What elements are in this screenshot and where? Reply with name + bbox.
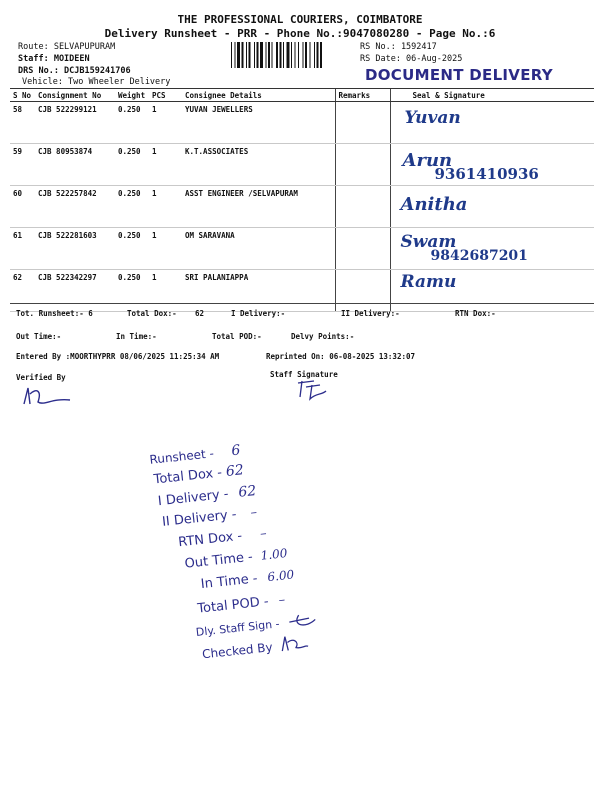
route-label: Route: SELVAPUPURAM (18, 42, 116, 52)
tot-runsheet: Tot. Runsheet:- 6 (16, 309, 93, 318)
handwritten-signature: Ramu (400, 272, 457, 292)
rtn-dox-label: RTN Dox:- (455, 309, 496, 318)
table-header-row (10, 89, 594, 102)
row-consignment: CJB 522257842 (35, 186, 115, 228)
row-weight: 0.250 (115, 270, 149, 312)
row-weight: 0.250 (115, 144, 149, 186)
stamp-total-dox-label: Total Dox - (152, 465, 223, 488)
vehicle-label: Vehicle: Two Wheeler Delivery (22, 77, 171, 87)
row-sno: 62 (10, 270, 35, 312)
stamp-in-time-label: In Time - (200, 571, 259, 593)
row-remarks (335, 102, 390, 144)
row-pcs: 1 (149, 144, 182, 186)
col-remarks: Remarks (335, 89, 390, 102)
section-divider (10, 303, 594, 304)
table-row (10, 270, 594, 312)
row-remarks (335, 144, 390, 186)
row-pcs: 1 (149, 270, 182, 312)
row-pcs: 1 (149, 228, 182, 270)
stamp-total-pod-value: – (277, 592, 286, 609)
row-remarks (335, 270, 390, 312)
verified-by-label: Verified By (16, 373, 66, 382)
row-sno: 60 (10, 186, 35, 228)
reprinted-on: Reprinted On: 06-08-2025 13:32:07 (266, 352, 416, 361)
document-delivery-stamp: DOCUMENT DELIVERY (365, 66, 553, 84)
company-title: THE PROFESSIONAL COURIERS, COIMBATORE (177, 13, 423, 26)
handwritten-signature: Arun (402, 150, 453, 171)
row-weight: 0.250 (115, 186, 149, 228)
total-pod-label: Total POD:- (212, 332, 262, 341)
stamp-ii-delivery-value: – (249, 504, 258, 521)
handwritten-signature: Yuvan (404, 108, 461, 128)
row-signature-cell (390, 228, 594, 270)
col-sno: S No (10, 89, 35, 102)
col-pcs: PCS (149, 89, 182, 102)
stamp-rtn-dox-value: – (259, 526, 268, 542)
row-consignee: OM SARAVANA (182, 228, 335, 270)
stamp-out-time-value: 1.00 (260, 546, 289, 563)
rs-date: RS Date: 06-Aug-2025 (360, 54, 463, 64)
total-dox-label: Total Dox:- (127, 309, 177, 318)
col-consignee: Consignee Details (182, 89, 335, 102)
row-sno: 61 (10, 228, 35, 270)
entered-by: Entered By :MOORTHYPRR 08/06/2025 11:25:34 AM (16, 352, 220, 361)
table-row (10, 228, 594, 270)
row-consignee: ASST ENGINEER /SELVAPURAM (182, 186, 335, 228)
handwritten-phone: 9842687201 (430, 248, 528, 264)
in-time-label: In Time:- (116, 332, 157, 341)
table-row (10, 102, 594, 144)
row-consignee: K.T.ASSOCIATES (182, 144, 335, 186)
stamp-staff-sign-label: Dly. Staff Sign - (195, 617, 281, 639)
col-weight: Weight (115, 89, 149, 102)
handwritten-signature: Anitha (400, 194, 468, 215)
i-delivery-label: I Delivery:- (231, 309, 286, 318)
runsheet-table (10, 88, 594, 312)
stamp-rtn-dox-label: RTN Dox - (177, 528, 243, 551)
row-consignment: CJB 80953874 (35, 144, 115, 186)
row-consignee: SRI PALANIAPPA (182, 270, 335, 312)
barcode-icon (231, 42, 356, 68)
row-consignment: CJB 522281603 (35, 228, 115, 270)
col-consignment: Consignment No (35, 89, 115, 102)
row-signature-cell (390, 270, 594, 312)
stamp-staff-sign-icon (284, 609, 322, 633)
runsheet-subtitle: Delivery Runsheet - PRR - Phone No.:9047080280 - Page No.:6 (104, 27, 496, 40)
stamp-i-delivery-value: 62 (237, 482, 258, 501)
stamp-ii-delivery-label: II Delivery - (161, 507, 238, 530)
row-weight: 0.250 (115, 228, 149, 270)
staff-signature-label: Staff Signature (270, 370, 338, 379)
stamp-runsheet-label: Runsheet - (148, 446, 215, 467)
handwritten-signature: Swam (400, 232, 457, 252)
row-sno: 58 (10, 102, 35, 144)
table-row (10, 186, 594, 228)
staff-signature-icon (292, 377, 332, 401)
drs-number: DRS No.: DCJB159241706 (18, 66, 131, 76)
row-sno: 59 (10, 144, 35, 186)
row-consignment: CJB 522299121 (35, 102, 115, 144)
stamp-total-dox-value: 62 (225, 462, 245, 480)
table-row (10, 144, 594, 186)
stamp-total-pod-label: Total POD - (196, 594, 270, 617)
row-remarks (335, 186, 390, 228)
out-time-label: Out Time:- (16, 332, 62, 341)
row-pcs: 1 (149, 102, 182, 144)
handwritten-phone: 9361410936 (434, 165, 539, 183)
stamp-checked-by-label: Checked By (201, 640, 274, 662)
row-weight: 0.250 (115, 102, 149, 144)
row-signature-cell (390, 186, 594, 228)
row-signature-cell (390, 102, 594, 144)
stamp-checked-by-signature-icon (274, 630, 310, 655)
row-consignee: YUVAN JEWELLERS (182, 102, 335, 144)
stamp-runsheet-value: 6 (230, 442, 242, 460)
runsheet-stamp-block (128, 431, 331, 679)
verified-signature-icon (18, 384, 78, 410)
stamp-in-time-value: 6.00 (266, 567, 295, 585)
ii-delivery-label: II Delivery:- (341, 309, 400, 318)
col-signature: Seal & Signature (390, 89, 594, 102)
staff-label: Staff: MOIDEEN (18, 54, 90, 64)
row-signature-cell (390, 144, 594, 186)
stamp-out-time-label: Out Time - (183, 549, 254, 572)
row-pcs: 1 (149, 186, 182, 228)
stamp-i-delivery-label: I Delivery - (157, 486, 230, 510)
row-consignment: CJB 522342297 (35, 270, 115, 312)
row-remarks (335, 228, 390, 270)
rs-number: RS No.: 1592417 (360, 42, 437, 52)
total-dox-value: 62 (195, 309, 205, 318)
delvy-points-label: Delvy Points:- (291, 332, 355, 341)
